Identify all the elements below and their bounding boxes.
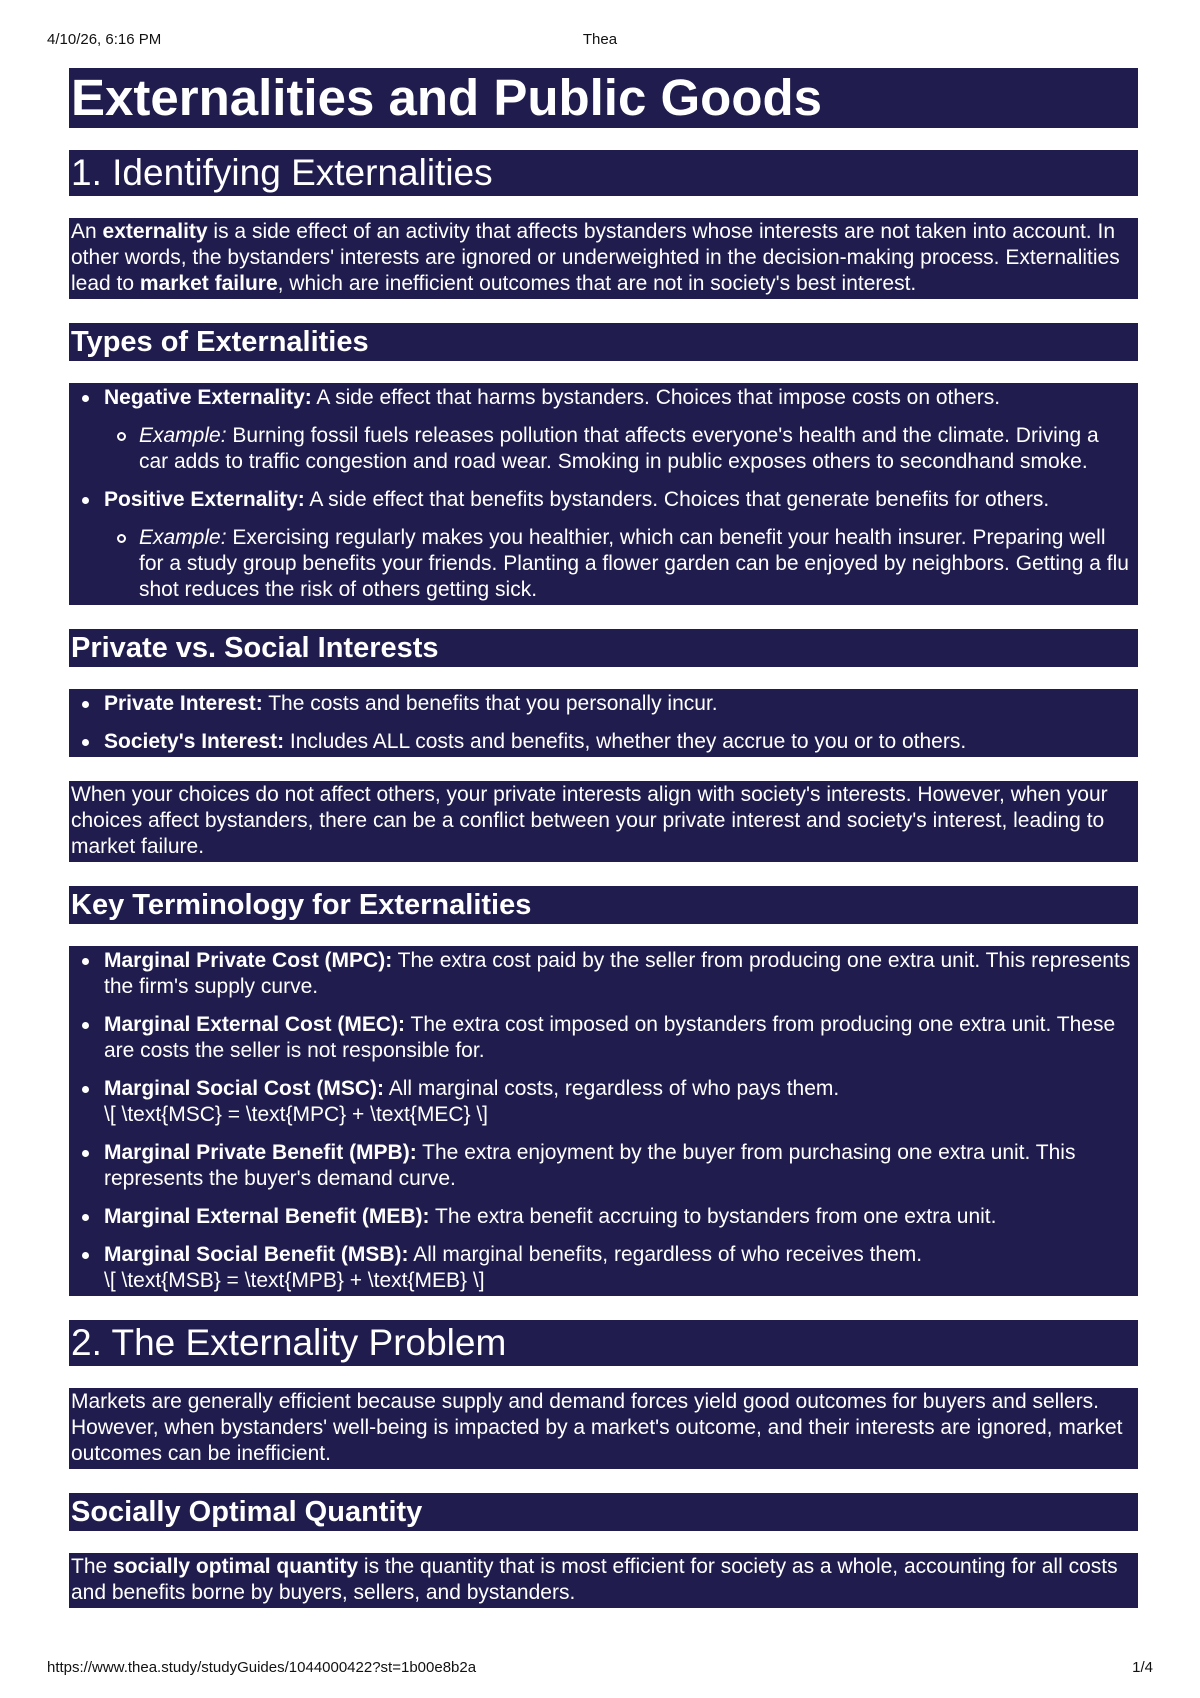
positive-example-sublist [104,525,1132,603]
formula-msb: \[ \text{MSB} = \text{MPB} + \text{MEB} \] [104,1269,485,1292]
term-private-interest: Private Interest: [104,692,263,715]
text-run: An [71,220,103,243]
page-url[interactable]: https://www.thea.study/studyGuides/1044000422?st=1b00e8b2a [47,1659,477,1676]
example-text: Exercising regularly makes you healthier, which can benefit your health insurer. Preparing well for a study group benefits your friends. Planting a flower garden can be enjoyed by neighbors. Getting a flu shot reduces the risk of others getting sick. [139,526,1129,601]
subheading-key-terminology: Key Terminology for Externalities [69,886,1138,924]
term-mpb: Marginal Private Benefit (MPB): [104,1141,417,1164]
list-item-mpb [104,1140,1132,1192]
bold-term-socially-optimal-quantity: socially optimal quantity [113,1555,359,1578]
example-text: Burning fossil fuels releases pollution that affects everyone's health and the climate. Driving a car adds to traffic congestion and road wear. Smoking in public exposes others to secondhand smoke. [139,424,1099,473]
term-msc: Marginal Social Cost (MSC): [104,1077,385,1100]
interests-list [69,689,1138,757]
negative-example-sublist [104,423,1132,475]
term-positive-externality: Positive Externality: [104,488,305,511]
term-mpc: Marginal Private Cost (MPC): [104,949,393,972]
text-run: is a side effect of an activity that affects bystanders whose interests are not taken into account. In other words, the bystanders' interests are ignored or underweighted in the decision-making process. Externalities lead to [71,220,1120,295]
subheading-private-vs-social: Private vs. Social Interests [69,629,1138,667]
definition-text: All marginal costs, regardless of who pays them. [384,1077,840,1100]
terminology-list [69,946,1138,1296]
definition-text: The extra enjoyment by the buyer from purchasing one extra unit. This represents the buyer's demand curve. [104,1141,1076,1190]
definition-text: The extra cost paid by the seller from producing one extra unit. This represents the firm's supply curve. [104,949,1131,998]
term-society-interest: Society's Interest: [104,730,285,753]
list-item-society-interest [104,729,1132,755]
subheading-types-of-externalities: Types of Externalities [69,323,1138,361]
document-title: Externalities and Public Goods [69,68,1138,128]
list-item-mec [104,1012,1132,1064]
socially-optimal-paragraph [69,1553,1138,1608]
text-run: The [71,1555,114,1578]
definition-text: Includes ALL costs and benefits, whether they accrue to you or to others. [284,730,967,753]
list-item-private-interest [104,691,1132,717]
section-heading-externality-problem: 2. The Externality Problem [69,1320,1138,1366]
print-footer [47,1659,1153,1679]
study-guide-content [69,68,1138,1632]
definition-text: The costs and benefits that you personally incur. [262,692,718,715]
definition-text: All marginal benefits, regardless of who receives them. [408,1243,923,1266]
term-negative-externality: Negative Externality: [104,386,312,409]
text-run: , which are inefficient outcomes that are not in society's best interest. [277,272,917,295]
term-meb: Marginal External Benefit (MEB): [104,1205,430,1228]
definition-text: A side effect that benefits bystanders. Choices that generate benefits for others. [304,488,1050,511]
list-item-positive-example [139,525,1132,603]
list-item-negative-example [139,423,1132,475]
print-page-title: Thea [582,31,618,48]
print-header [47,31,1153,51]
term-msb: Marginal Social Benefit (MSB): [104,1243,409,1266]
externality-problem-paragraph: Markets are generally efficient because supply and demand forces yield good outcomes for buyers and sellers. However, when bystanders' well-being is impacted by a market's outcome, and their interests are ignored, market outcomes can be inefficient. [69,1388,1138,1469]
list-item-msb [104,1242,1132,1294]
bold-term-externality: externality [102,220,208,243]
list-item-mpc [104,948,1132,1000]
formula-msc: \[ \text{MSC} = \text{MPC} + \text{MEC} \] [104,1103,488,1126]
example-label: Example: [139,424,227,447]
print-date: 4/10/26, 6:16 PM [47,31,162,48]
list-item-meb [104,1204,1132,1230]
definition-text: A side effect that harms bystanders. Choices that impose costs on others. [311,386,1001,409]
list-item-positive-externality [104,487,1132,603]
subheading-socially-optimal-quantity: Socially Optimal Quantity [69,1493,1138,1531]
term-mec: Marginal External Cost (MEC): [104,1013,406,1036]
example-label: Example: [139,526,227,549]
definition-text: The extra benefit accruing to bystanders from one extra unit. [429,1205,997,1228]
definition-text: The extra cost imposed on bystanders from producing one extra unit. These are costs the seller is not responsible for. [104,1013,1116,1062]
bold-term-market-failure: market failure [139,272,278,295]
text-run: is the quantity that is most efficient for society as a whole, accounting for all costs and benefits borne by buyers, sellers, and bystanders. [71,1555,1118,1604]
page-number: 1/4 [1132,1659,1153,1676]
section-heading-identifying-externalities: 1. Identifying Externalities [69,150,1138,196]
externality-definition-paragraph [69,218,1138,299]
list-item-negative-externality [104,385,1132,475]
interests-conflict-paragraph: When your choices do not affect others, your private interests align with society's interests. However, when your choices affect bystanders, there can be a conflict between your private interest and society's interest, leading to market failure. [69,781,1138,862]
types-of-externalities-list [69,383,1138,605]
list-item-msc [104,1076,1132,1128]
